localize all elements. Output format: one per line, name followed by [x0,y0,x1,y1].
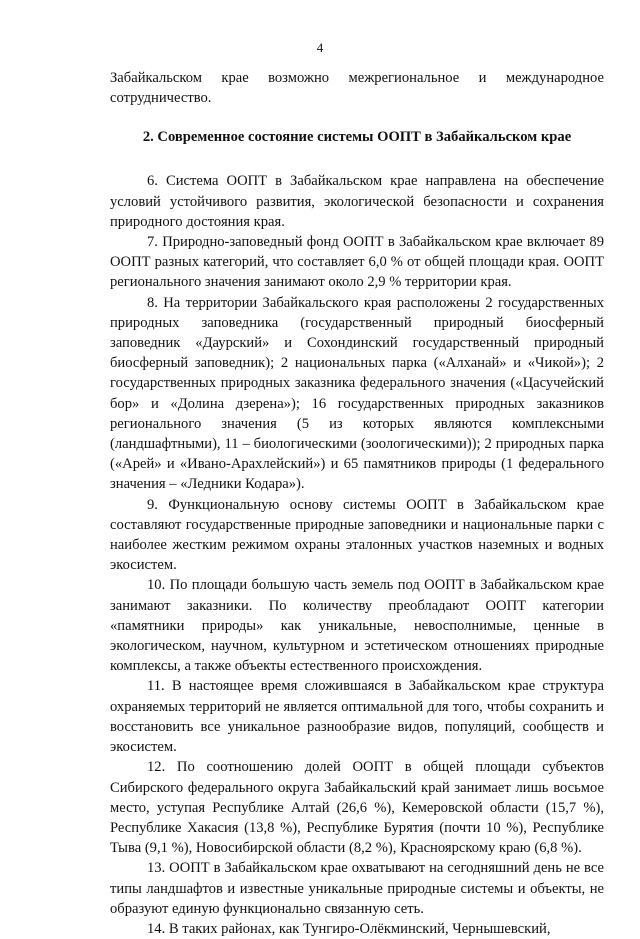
paragraph-6: 6. Система ООПТ в Забайкальском крае направлена на обеспечение условий устойчивого развития, экологической безопасности и сохранения природного достояния края. [110,173,604,230]
paragraph-12: 12. По соотношению долей ООПТ в общей площади субъектов Сибирского федерального округа Забайкальский край занимает лишь восьмое место, уступая Республике Алтай (26,6 %), Кемеровской области (15,7 %), Республике Хакасия (13,8 %), Республике Бурятия (почти 10 %), Республике Тыва (9,1 %), Новосибирской области (8,2 %), Красноярскому краю (6,8 %). [110,759,604,857]
paragraph-10: 10. По площади большую часть земель под ООПТ в Забайкальском крае занимают заказники. По количеству преобладают ООПТ категории «памятники природы» как уникальные, невосполнимые, ценные в экологическом, научном, культурном и эстетическом отношениях природные комплексы, а также объекты естественного происхождения. [110,577,604,675]
paragraph-8: 8. На территории Забайкальского края расположены 2 государственных природных заповедника (государственный природный биосферный заповедник «Даурский» и Сохондинский государственный природный биосферный заповедник); 2 национальных парка («Алханай» и «Чикой»); 2 государственных природных заказника федерального значения («Цасучейский бор» и «Долина дзерена»); 16 государственных природных заказников регионального значения (5 из которых являются комплексными (ландшафтными), 11 – биологическими (зоологическими)); 2 природных парка («Арей» и «Ивано-Арахлейский») и 65 памятников природы (1 федерального значения – «Ледники Кодара»). [110,294,604,493]
intro-paragraph: Забайкальском крае возможно межрегиональное и международное сотрудничество. [110,70,604,107]
section-heading: 2. Современное состояние системы ООПТ в Забайкальском крае [142,129,572,146]
document-body [110,68,604,939]
paragraph-13: 13. ООПТ в Забайкальском крае охватывают на сегодняшний день не все типы ландшафтов и известные уникальные природные системы и объекты, не образуют единую функционально связанную сеть. [110,860,604,917]
paragraph-11: 11. В настоящее время сложившаяся в Забайкальском крае структура охраняемых территорий не является оптимальной для того, чтобы сохранить и восстановить все уникальное разнообразие видов, популяций, сообществ и экосистем. [110,678,604,756]
paragraph-7: 7. Природно-заповедный фонд ООПТ в Забайкальском крае включает 89 ООПТ разных категорий, что составляет 6,0 % от общей площади края. ООПТ регионального значения занимают около 2,9 % территории края. [110,234,604,291]
paragraph-14: 14. В таких районах, как Тунгиро-Олёкминский, Чернышевский, [147,920,551,937]
paragraph-9: 9. Функциональную основу системы ООПТ в Забайкальском крае составляют государственные природные заповедники и национальные парки с наиболее жестким режимом охраны эталонных участков наземных и водных экосистем. [110,496,604,574]
page-number: 4 [316,40,324,55]
